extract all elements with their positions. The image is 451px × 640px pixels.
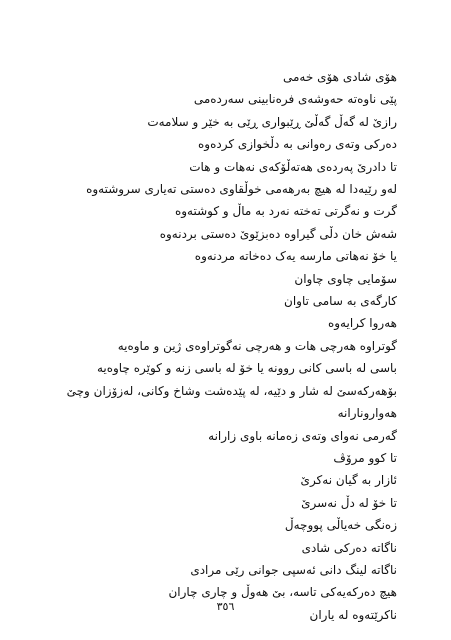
text-line: گەرمی نەوای وتەی زەمانە باوی زارانە <box>208 428 397 443</box>
text-line: لەو رێیەدا لە هیچ بەرهەمی خوڵقاوی دەستی تەیاری سروشتەوە <box>86 182 397 197</box>
text-line: ناگاتە دەرکی شادی <box>301 540 397 555</box>
text-line: سۆمایی چاوی چاوان <box>294 271 397 286</box>
text-line: ناگاتە لینگ دانی ئەسپی جوانی رێی مرادی <box>190 562 397 577</box>
text-line: گرت و نەگرتی تەختە نەرد بە ماڵ و کوشتەوە <box>174 204 397 219</box>
text-line: تا کوو مرۆڤ <box>333 450 397 465</box>
text-line: بۆهەرکەسێ لە شار و دێیە، لە پێدەشت وشاخ وکانی، لەزۆزان وچێ هەوارونارانە <box>66 383 397 421</box>
text-line: یا خۆ نەهاتی مارسە یەک دەخاتە مردنەوە <box>194 249 397 264</box>
text-line: ناکرێتەوە لە یاران <box>309 607 397 622</box>
text-line: گوتراوە هەرچی هات و هەرچی نەگوتراوەی ژین و ماوەیە <box>117 338 397 353</box>
poem-text <box>47 66 397 626</box>
text-line: پێی ناوەتە حەوشەی فرەنابینی سەردەمی <box>193 92 397 107</box>
text-line: شەش خان دڵی گیراوە دەبزێوێ دەستی بردنەوە <box>159 226 397 241</box>
text-line: تا دادرێ پەردەی هەتەڵۆکەی نەهات و هات <box>189 159 397 174</box>
text-line: باسی لە باسی کانی روونە یا خۆ لە باسی زنە و کوێرە چاوەیە <box>96 361 397 376</box>
text-line: دەرکی وتەی رەوانی بە دڵخوازی کردەوە <box>197 137 397 152</box>
text-line: ئازار بە گیان نەکرێ <box>300 473 397 488</box>
text-line: کارگەی بە سامی تاوان <box>284 294 397 309</box>
page-number: ٣٥٦ <box>216 600 235 613</box>
text-line: هەروا کرایەوە <box>327 316 397 331</box>
text-line: زەنگی خەیاڵی پووچەڵ <box>284 518 397 533</box>
text-line: تا خۆ لە دڵ نەسرێ <box>301 495 397 510</box>
text-line: هیچ دەرکەیەکی تاسە، بێ هەوڵ و چاری چاران <box>168 585 397 600</box>
text-line: رازێ لە گەڵ گەڵێ ڕێبواری ڕێی بە خێر و سلامەت <box>147 114 397 129</box>
text-line: هۆی شادی هۆی خەمی <box>282 70 397 84</box>
